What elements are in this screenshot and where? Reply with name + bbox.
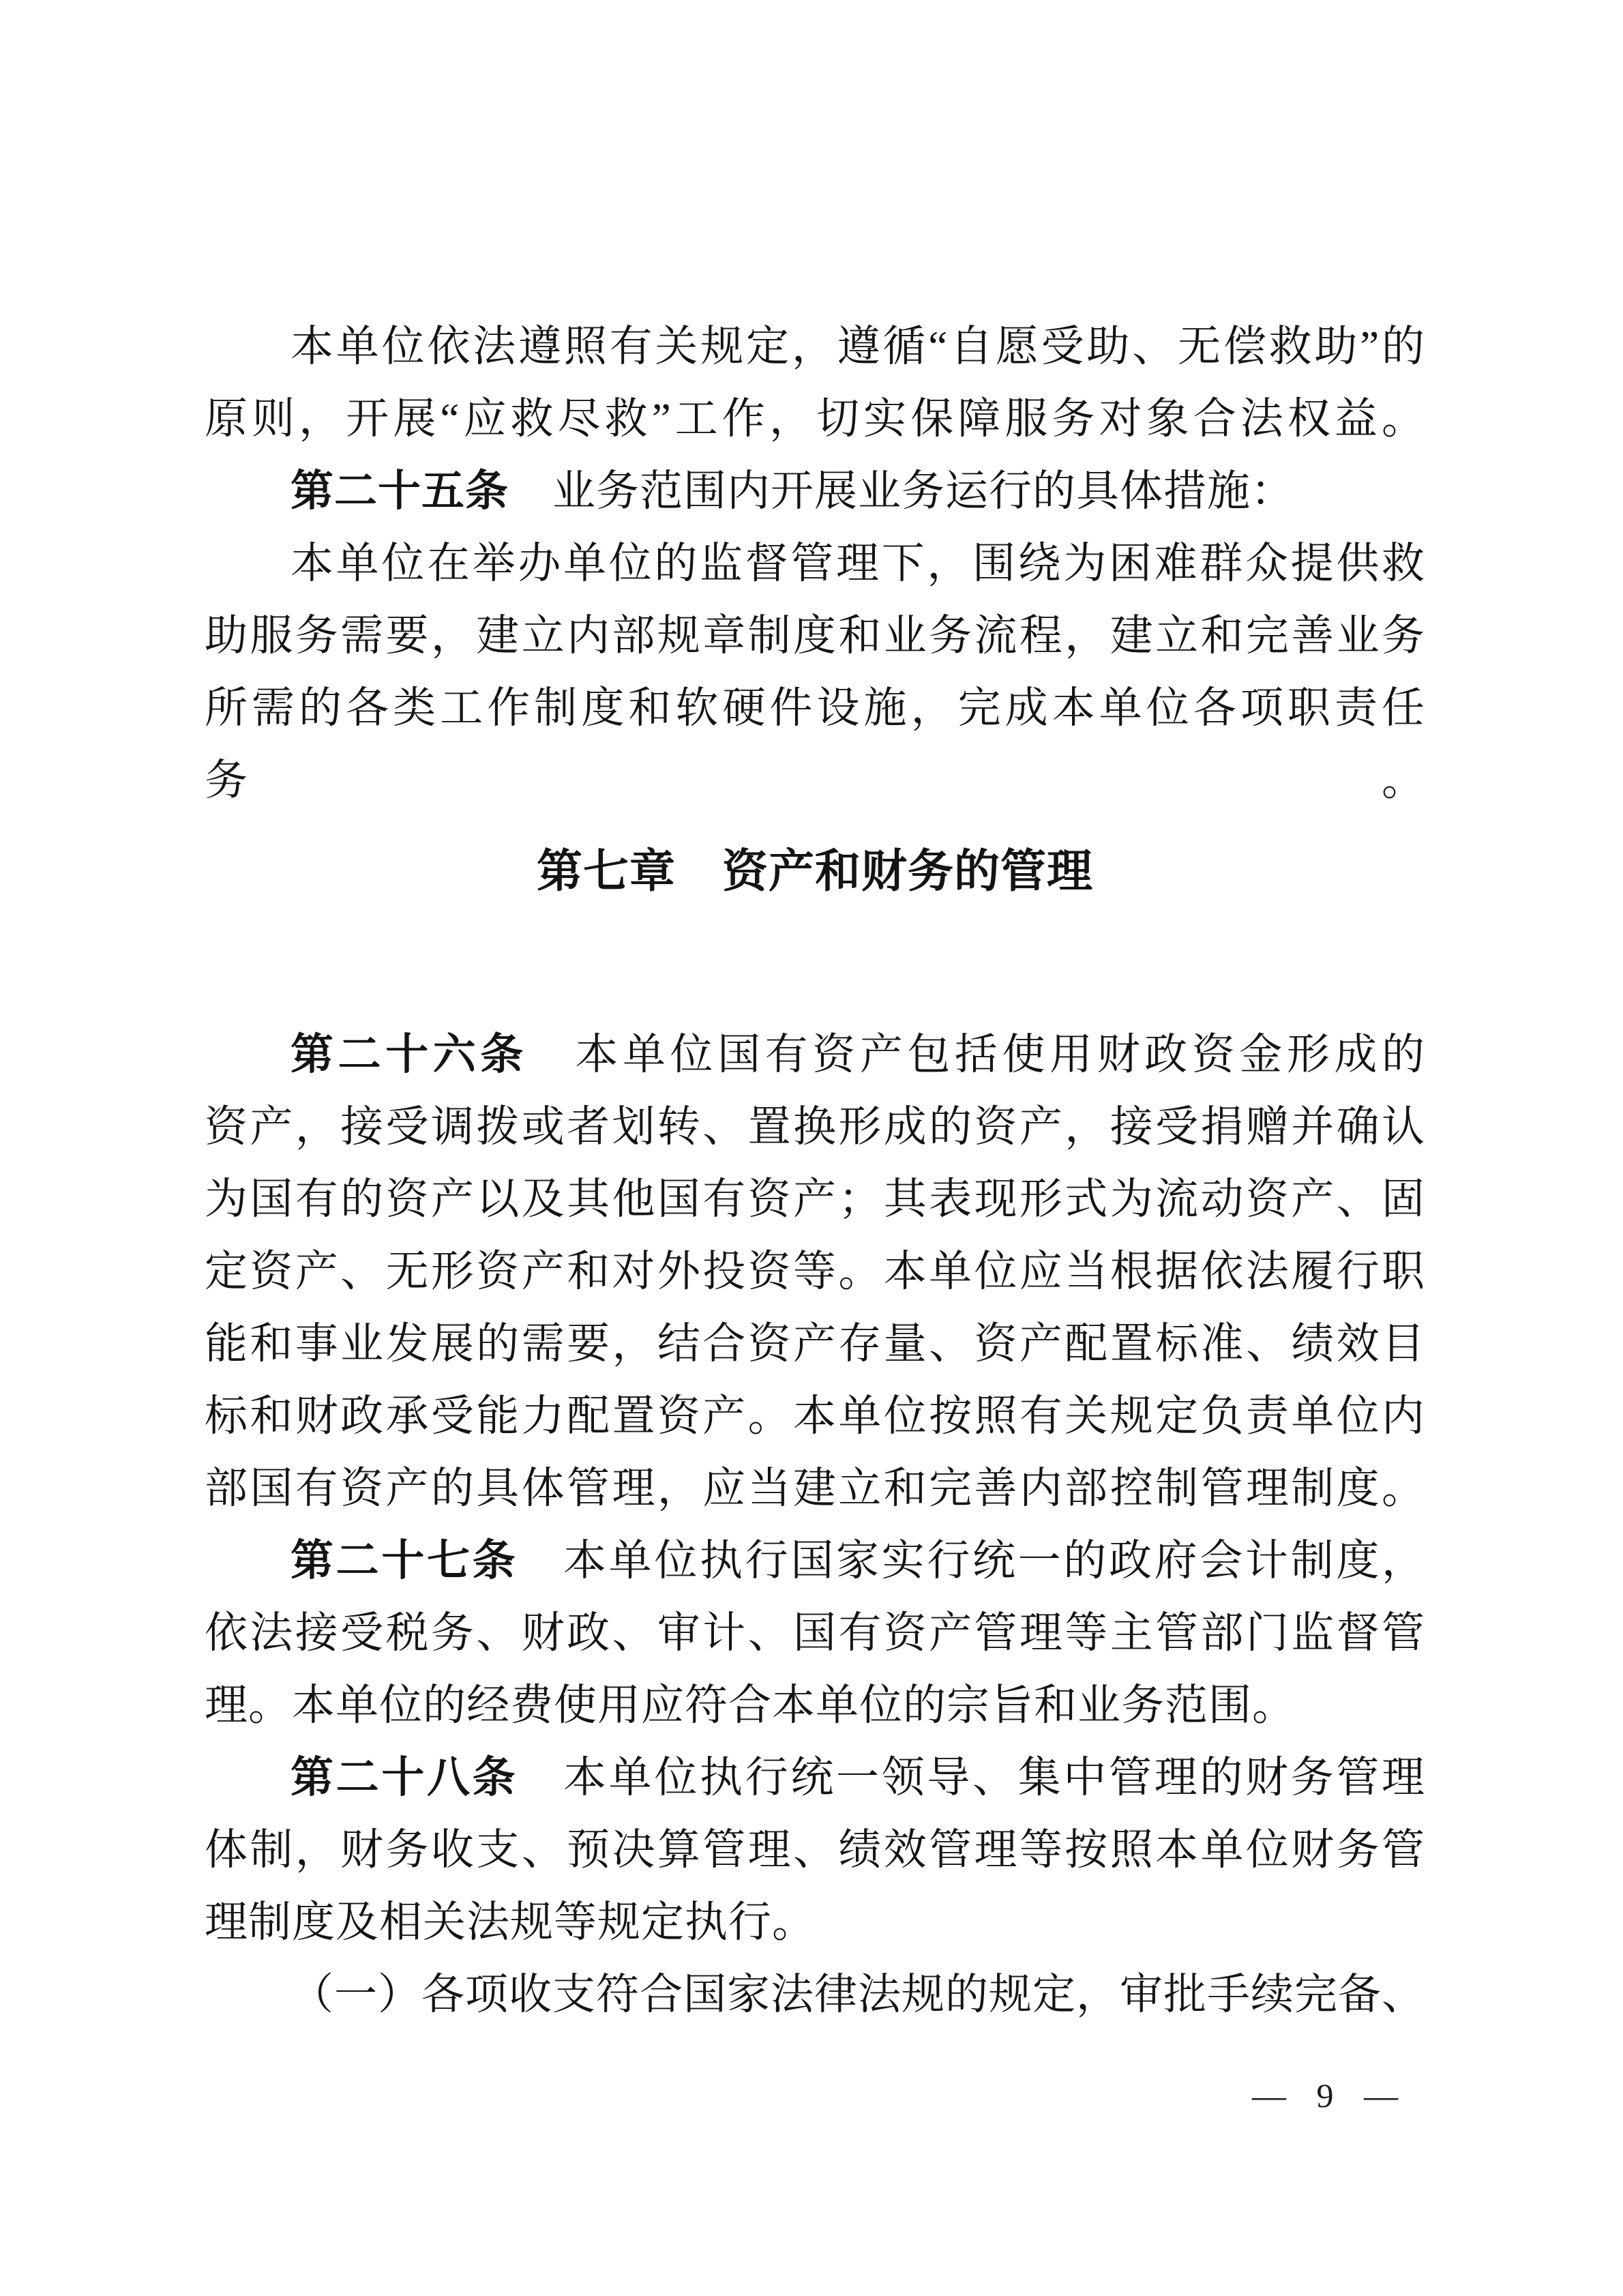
text-line [205, 1886, 1425, 1958]
text-segment: 为国有的资产以及其他国有资产；其表现形式为流动资产、固 [205, 1175, 1425, 1223]
text-line [205, 1958, 1425, 2031]
article-number: 第二十八条 [291, 1754, 518, 1801]
text-segment: 理制度及相关法规等规定执行。 [205, 1898, 816, 1946]
text-segment: 业务范围内开展业务运行的具体措施： [509, 467, 1294, 515]
text-line [205, 455, 1425, 527]
text-line [205, 1380, 1425, 1452]
text-segment: 定资产、无形资产和对外投资等。本单位应当根据依法履行职 [205, 1248, 1425, 1295]
text-line [205, 600, 1425, 672]
text-segment: 依法接受税务、财政、审计、国有资产管理等主管部门监督管 [205, 1609, 1425, 1657]
text-segment: 本单位依法遵照有关规定，遵循“自愿受助、无偿救助”的 [291, 323, 1425, 370]
text-segment: 本单位执行国家实行统一的政府会计制度， [518, 1537, 1426, 1585]
article-number: 第二十五条 [291, 467, 509, 515]
text-segment: 体制，财务收支、预决算管理、绩效管理等按照本单位财务管 [205, 1826, 1425, 1874]
text-segment: 本单位在举办单位的监督管理下，围绕为困难群众提供救 [291, 540, 1425, 587]
text-line [205, 1091, 1425, 1163]
document-body [205, 310, 1425, 2031]
article-number: 第二十六条 [291, 1031, 528, 1078]
text-line [205, 1669, 1425, 1741]
page-number-text: — 9 — [1252, 2076, 1398, 2115]
text-line [205, 1018, 1425, 1091]
text-segment: 助服务需要，建立内部规章制度和业务流程，建立和完善业务 [205, 612, 1425, 660]
text-line [205, 1525, 1425, 1597]
text-segment: 本单位执行统一领导、集中管理的财务管理 [518, 1754, 1426, 1801]
text-line [205, 1452, 1425, 1525]
text-segment: （一）各项收支符合国家法律法规的规定，审批手续完备、 [291, 1971, 1425, 2018]
text-segment: 标和财政承受能力配置资产。本单位按照有关规定负责单位内 [205, 1392, 1425, 1440]
text-line [205, 383, 1425, 455]
text-line [205, 1163, 1425, 1235]
text-line [205, 1814, 1425, 1886]
text-line [205, 1597, 1425, 1669]
text-line [205, 1235, 1425, 1308]
chapter-heading [205, 836, 1425, 908]
text-segment: 部国有资产的具体管理，应当建立和完善内部控制管理制度。 [205, 1465, 1425, 1512]
text-segment: 资产，接受调拨或者划转、置换形成的资产，接受捐赠并确认 [205, 1103, 1425, 1151]
text-segment: 原则，开展“应救尽救”工作，切实保障服务对象合法权益。 [205, 395, 1425, 443]
text-segment: 理。本单位的经费使用应符合本单位的宗旨和业务范围。 [205, 1681, 1296, 1729]
article-number: 第二十七条 [291, 1537, 518, 1585]
text-segment: 所需的各类工作制度和软硬件设施，完成本单位各项职责任务。 [205, 684, 1425, 804]
text-segment: 本单位国有资产包括使用财政资金形成的 [527, 1031, 1426, 1078]
text-segment: 能和事业发展的需要，结合资产存量、资产配置标准、绩效目 [205, 1320, 1425, 1368]
text-line [205, 672, 1425, 804]
text-line [205, 1308, 1425, 1380]
chapter-heading-text: 第七章 资产和财务的管理 [537, 846, 1093, 897]
text-line [205, 527, 1425, 600]
text-line [205, 1741, 1425, 1814]
page-number [1252, 2067, 1398, 2124]
text-line [205, 310, 1425, 383]
